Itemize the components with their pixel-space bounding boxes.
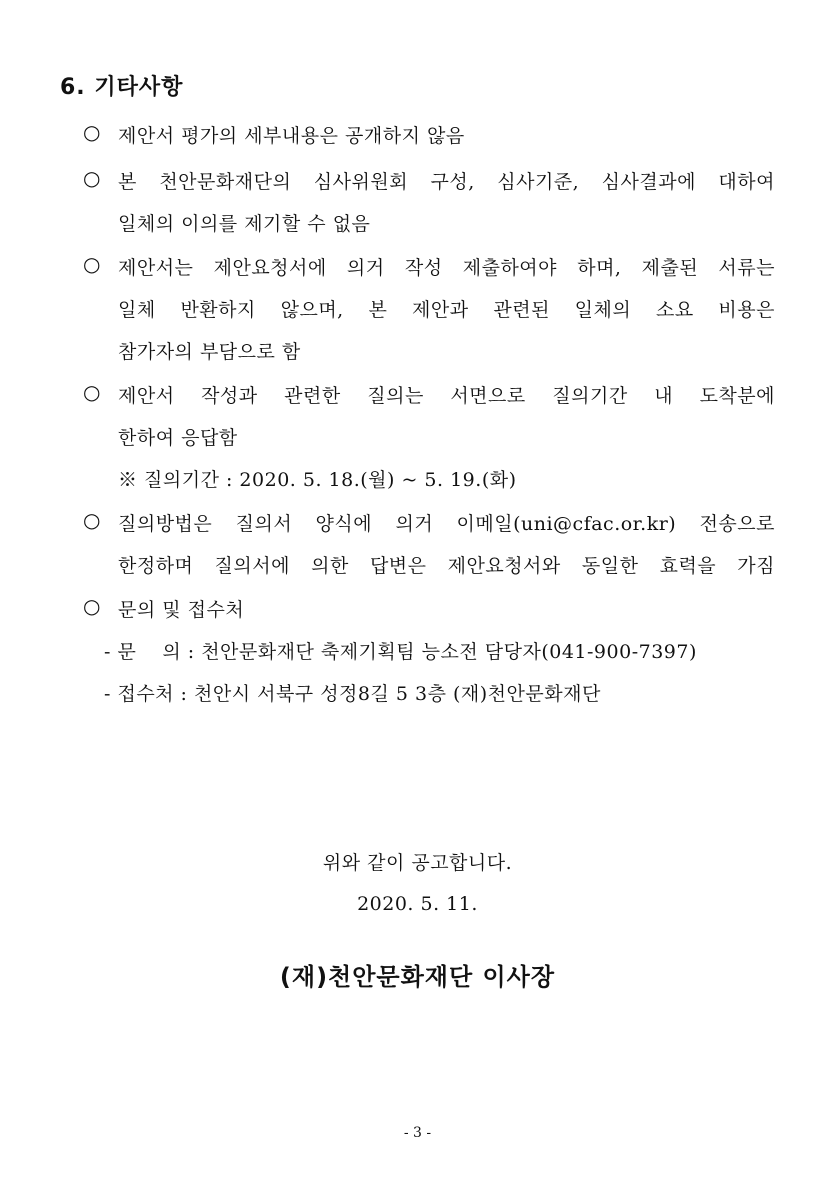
item-line: 본 천안문화재단의 심사위원회 구성, 심사기준, 심사결과에 대하여 xyxy=(118,171,775,193)
inquiry-period-note: ※ 질의기간 : 2020. 5. 18.(월) ~ 5. 19.(화) xyxy=(118,469,517,491)
bullet-circle: ○ xyxy=(83,594,101,618)
signature-line: (재)천안문화재단 이사장 xyxy=(279,963,556,991)
announcement-date: 2020. 5. 11. xyxy=(357,893,478,915)
item-line: 제안서는 제안요청서에 의거 작성 제출하여야 하며, 제출된 서류는 xyxy=(118,257,775,279)
contact-submission: - 접수처 : 천안시 서북구 성정8길 5 3층 (재)천안문화재단 xyxy=(104,683,601,705)
page-number: - 3 - xyxy=(403,1125,432,1141)
item-line: 문의 및 접수처 xyxy=(118,599,245,621)
item-line: 한정하며 질의서에 의한 답변은 제안요청서와 동일한 효력을 가짐 xyxy=(118,555,775,577)
item-line: 한하여 응답함 xyxy=(118,427,238,449)
bullet-circle: ○ xyxy=(83,166,101,190)
contact-inquiry: - 문 의 : 천안문화재단 축제기획팀 능소전 담당자(041-900-7397) xyxy=(104,641,697,663)
item-line: 참가자의 부담으로 함 xyxy=(118,341,301,363)
item-line: 일체 반환하지 않으며, 본 제안과 관련된 일체의 소요 비용은 xyxy=(118,299,775,321)
bullet-circle: ○ xyxy=(83,252,101,276)
announcement-statement: 위와 같이 공고합니다. xyxy=(322,852,513,874)
item-line: 일체의 이의를 제기할 수 없음 xyxy=(118,213,371,235)
bullet-circle: ○ xyxy=(83,380,101,404)
item-line: 제안서 평가의 세부내용은 공개하지 않음 xyxy=(118,125,465,147)
item-line: 질의방법은 질의서 양식에 의거 이메일(uni@cfac.or.kr) 전송으로 xyxy=(118,513,775,535)
bullet-circle: ○ xyxy=(83,508,101,532)
item-line: 제안서 작성과 관련한 질의는 서면으로 질의기간 내 도착분에 xyxy=(118,385,775,407)
bullet-circle: ○ xyxy=(83,120,101,144)
section-heading: 6. 기타사항 xyxy=(60,75,184,100)
